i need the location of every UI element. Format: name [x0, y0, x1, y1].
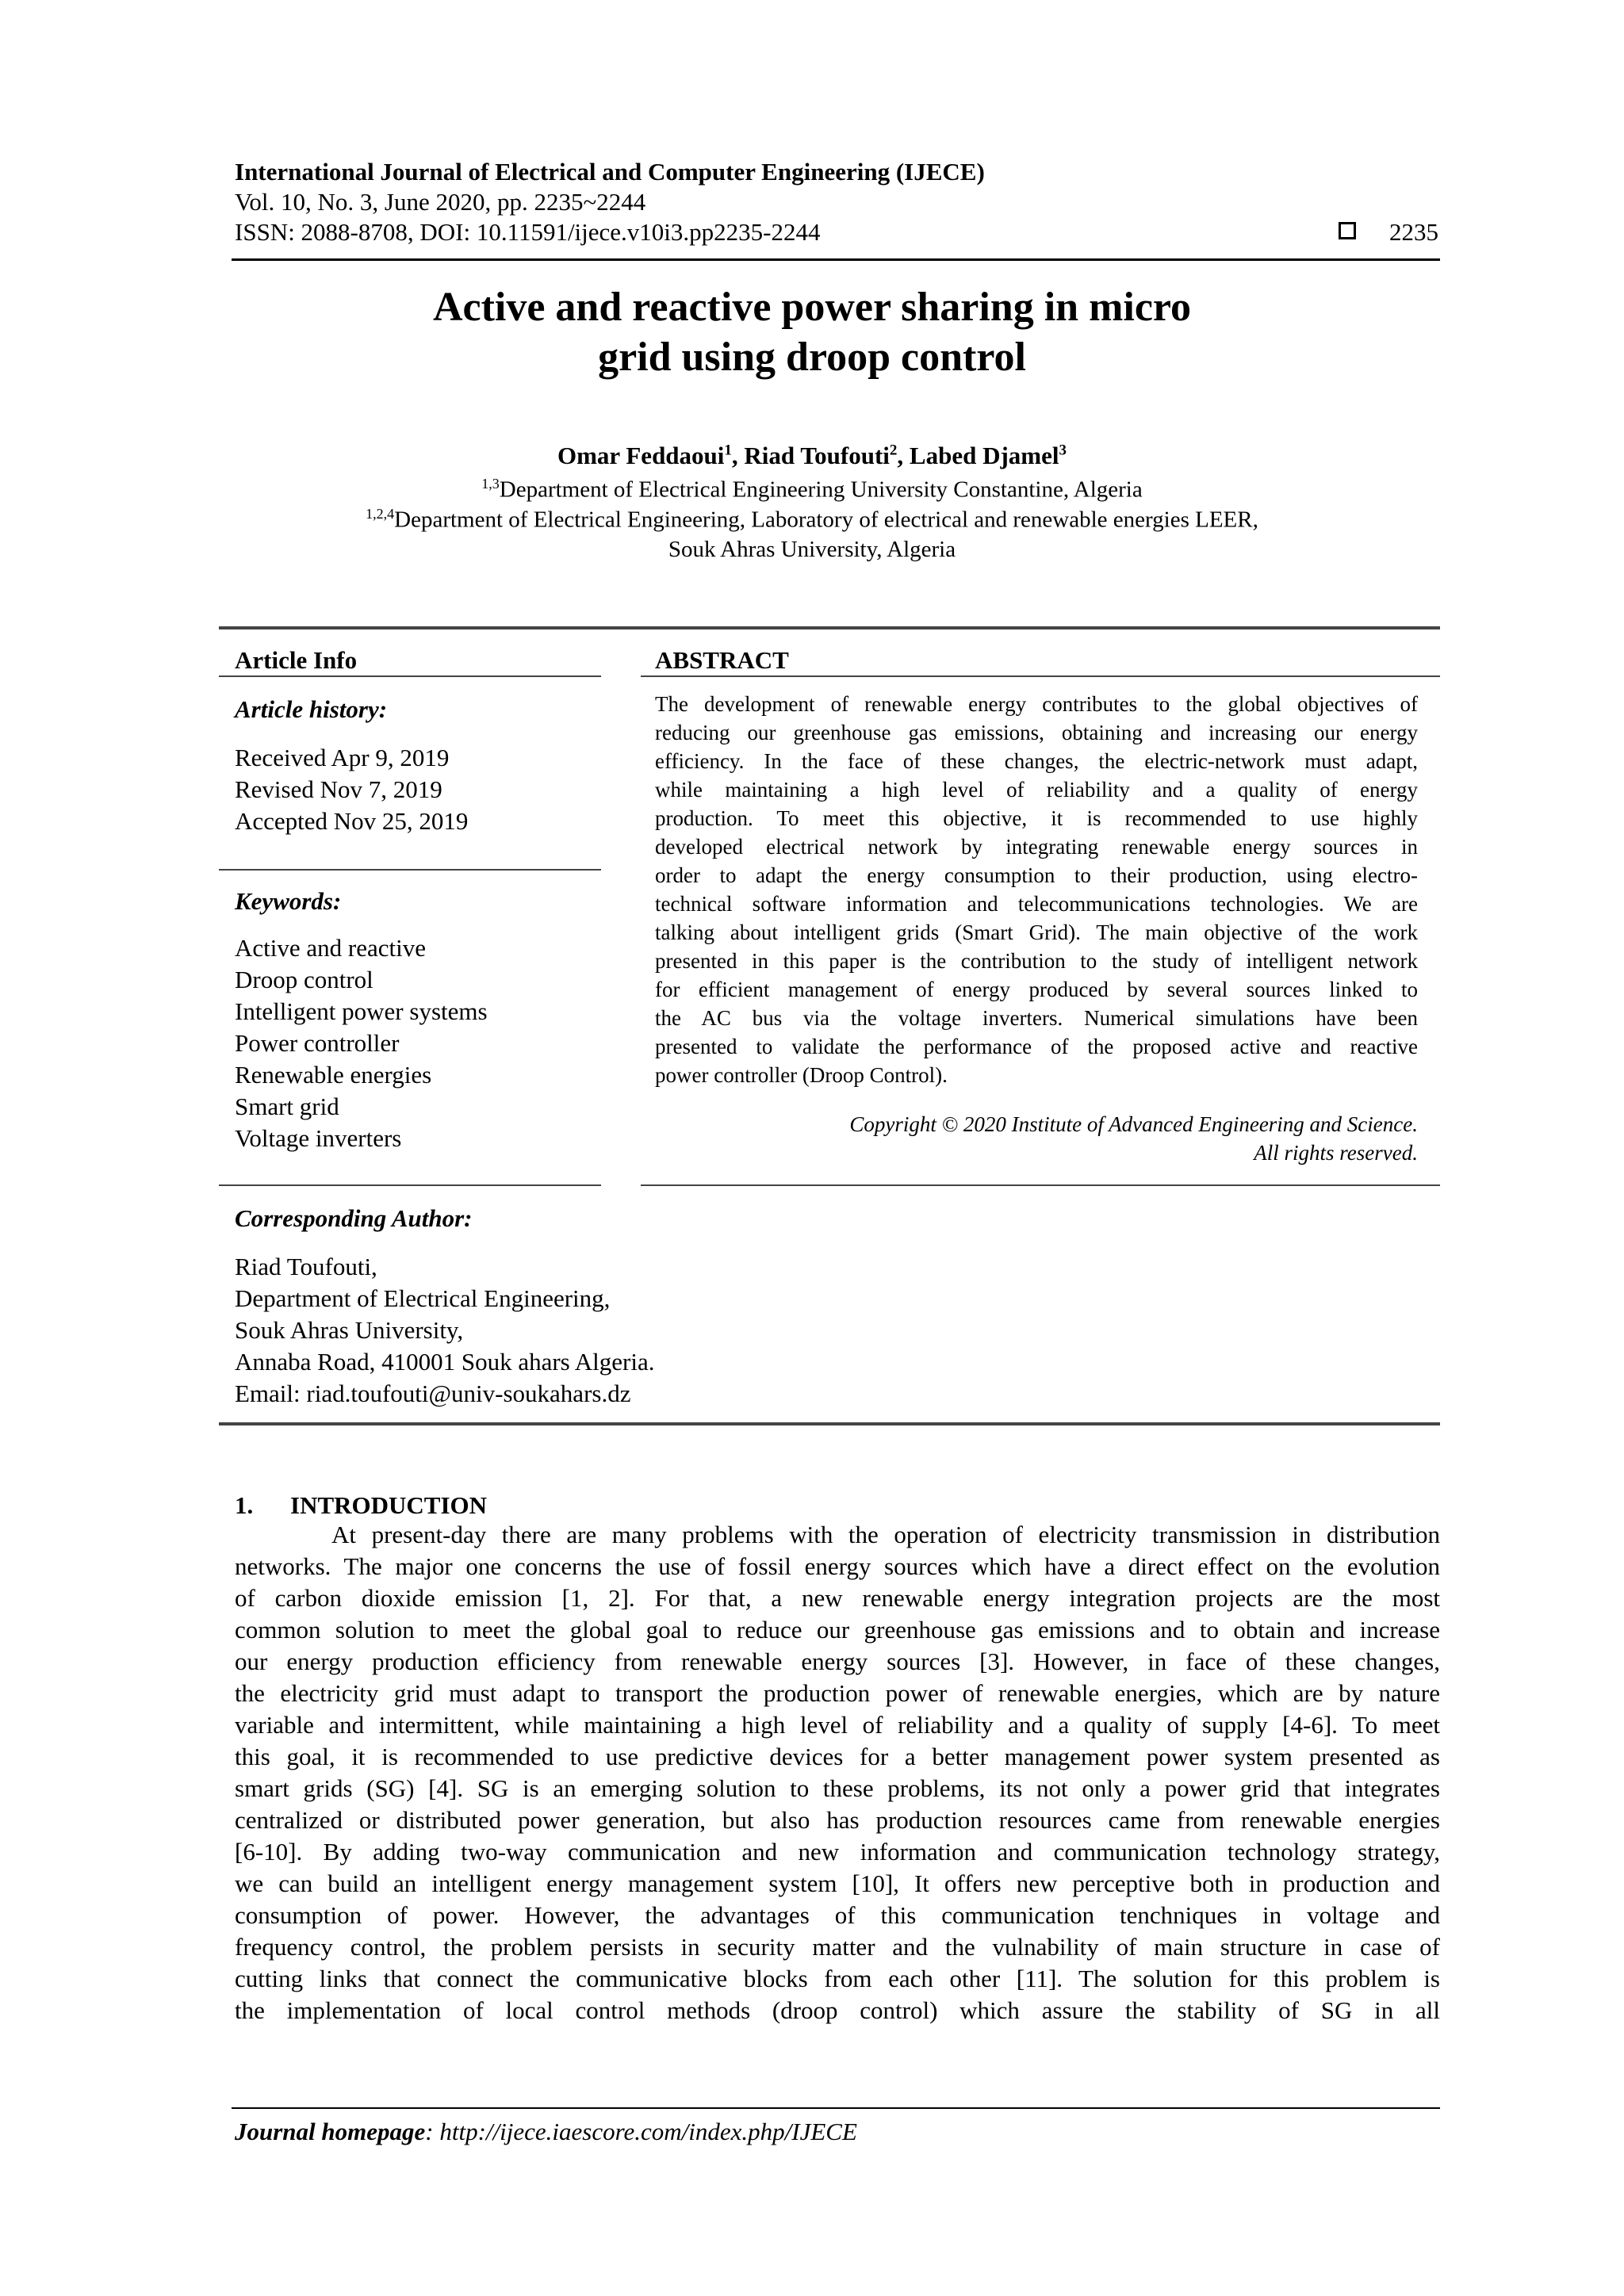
body-line: At present-day there are many problems with the operation of electricity transmission in distribution	[331, 1521, 1440, 1548]
abstract-bottom-rule	[641, 1184, 1440, 1186]
body-line: common solution to meet the global goal to reduce our greenhouse gas emissions and to obtain and increase	[235, 1616, 1440, 1644]
keyword-item: Active and reactive	[235, 934, 426, 962]
volume-info: Vol. 10, No. 3, June 2020, pp. 2235~2244	[235, 188, 646, 216]
affiliation-text: Department of Electrical Engineering University Constantine, Algeria	[499, 476, 1143, 503]
author-sup: 3	[1059, 442, 1067, 459]
copyright-line: Copyright © 2020 Institute of Advanced Engineering and Science.	[849, 1112, 1418, 1136]
history-item: Revised Nov 7, 2019	[235, 775, 442, 803]
corresponding-author-line: Department of Electrical Engineering,	[235, 1284, 611, 1312]
body-line: the electricity grid must adapt to transport the production power of renewable energies, which are by nature	[235, 1679, 1440, 1707]
body-line: our energy production efficiency from renewable energy sources [3]. However, in face of these changes,	[235, 1647, 1440, 1675]
title-line: Active and reactive power sharing in micro	[432, 285, 1192, 330]
body-line: frequency control, the problem persists in security matter and the vulnability of main structure in case of	[235, 1933, 1440, 1961]
keywords-rule	[219, 1184, 601, 1186]
body-line: consumption of power. However, the advantages of this communication tenchniques in voltage and	[235, 1901, 1440, 1929]
body-line: the implementation of local control methods (droop control) which assure the stability of SG in all	[235, 1996, 1440, 2024]
keyword-item: Droop control	[235, 966, 373, 993]
keyword-item: Power controller	[235, 1029, 400, 1057]
abstract-line: presented to validate the performance of the proposed active and reactive	[655, 1035, 1418, 1058]
article-info-rule	[219, 675, 601, 677]
keyword-item: Smart grid	[235, 1093, 339, 1120]
footer-divider	[232, 2107, 1440, 2109]
abstract-line: The development of renewable energy contributes to the global objectives of	[655, 692, 1418, 716]
keywords-heading: Keywords:	[235, 887, 342, 915]
body-line: [6-10]. By adding two-way communication and new information and communication technology strategy,	[235, 1838, 1440, 1866]
author-name: Labed Djamel	[909, 442, 1059, 469]
keyword-item: Voltage inverters	[235, 1124, 402, 1152]
body-line: smart grids (SG) [4]. SG is an emerging solution to these problems, its not only a power grid that integrates	[235, 1774, 1440, 1802]
homepage-label: Journal homepage	[235, 2118, 426, 2145]
body-line: we can build an intelligent energy management system [10], It offers new perceptive both in production and	[235, 1869, 1440, 1897]
affiliation-sup: 1,2,4	[366, 506, 395, 522]
history-rule	[219, 869, 601, 871]
abstract-line: for efficient management of energy produced by several sources linked to	[655, 978, 1418, 1001]
abstract-line: reducing our greenhouse gas emissions, obtaining and increasing our energy	[655, 721, 1418, 744]
affiliation	[238, 476, 1386, 503]
author-sup: 2	[889, 442, 898, 459]
abstract-rule	[641, 675, 1440, 677]
abstract-line: technical software information and telecommunications technologies. We are	[655, 892, 1418, 916]
corresponding-author-line: Annaba Road, 410001 Souk ahars Algeria.	[235, 1348, 655, 1376]
introduction-body	[235, 1519, 1440, 2026]
abstract-line: order to adapt the energy consumption to their production, using electro-	[655, 863, 1418, 887]
journal-name: International Journal of Electrical and Computer Engineering (IJECE)	[235, 158, 985, 186]
abstract-line: talking about intelligent grids (Smart Grid). The main objective of the work	[655, 920, 1418, 944]
issn-doi: ISSN: 2088-8708, DOI: 10.11591/ijece.v10i3.pp2235-2244	[235, 218, 821, 246]
affiliation-text: Souk Ahras University, Algeria	[668, 537, 956, 562]
abstract-line: developed electrical network by integrating renewable energy sources in	[655, 835, 1418, 859]
rights-line: All rights reserved.	[1254, 1141, 1418, 1165]
section-number: 1.	[235, 1491, 254, 1519]
affiliation-sup: 1,3	[481, 476, 500, 492]
corresponding-author-heading: Corresponding Author:	[235, 1204, 473, 1232]
author-list	[238, 441, 1386, 470]
corresponding-author-email: Email: riad.toufouti@univ-soukahars.dz	[235, 1380, 631, 1407]
abstract-line: production. To meet this objective, it is recommended to use highly	[655, 806, 1418, 830]
author-separator: ,	[897, 442, 910, 469]
affiliation	[238, 506, 1386, 534]
body-line: centralized or distributed power generation, but also has production resources came from renewable energies	[235, 1806, 1440, 1834]
page-box-icon	[1339, 222, 1356, 239]
abstract-line: power controller (Droop Control).	[655, 1063, 948, 1087]
body-line: of carbon dioxide emission [1, 2]. For that, a new renewable energy integration projects are the most	[235, 1584, 1440, 1612]
abstract-line: efficiency. In the face of these changes, the electric-network must adapt,	[655, 749, 1418, 773]
keyword-item: Intelligent power systems	[235, 997, 488, 1025]
page-number: 2235	[1389, 218, 1438, 246]
body-line: this goal, it is recommended to use predictive devices for a better management power system presented as	[235, 1743, 1440, 1770]
corresponding-author-line: Souk Ahras University,	[235, 1316, 464, 1344]
abstract-line: presented in this paper is the contribution to the study of intelligent network	[655, 949, 1418, 973]
abstract-line: while maintaining a high level of reliability and a quality of energy	[655, 778, 1418, 802]
paper-title	[238, 282, 1386, 382]
article-history-heading: Article history:	[235, 695, 388, 723]
author-sup: 1	[724, 442, 732, 459]
abstract-text	[655, 690, 1418, 1089]
box-top-rule	[219, 626, 1440, 629]
abstract-line: the AC bus via the voltage inverters. Numerical simulations have been	[655, 1006, 1418, 1030]
article-info-heading: Article Info	[235, 646, 358, 674]
box-bottom-rule	[219, 1422, 1440, 1425]
author-separator: ,	[731, 442, 745, 469]
body-line: networks. The major one concerns the use of fossil energy sources which have a direct effect on the evolution	[235, 1552, 1440, 1580]
section-heading-introduction	[235, 1490, 487, 1520]
abstract-heading: ABSTRACT	[655, 646, 789, 674]
history-item: Accepted Nov 25, 2019	[235, 807, 469, 835]
homepage-colon: :	[425, 2118, 440, 2145]
affiliation-text: Department of Electrical Engineering, Laboratory of electrical and renewable energies LEER,	[394, 507, 1258, 533]
body-line: cutting links that connect the communicative blocks from each other [11]. The solution for this problem is	[235, 1965, 1440, 1992]
affiliation	[238, 536, 1386, 564]
header-divider	[232, 258, 1440, 261]
author-name: Riad Toufouti	[744, 442, 890, 469]
corresponding-author-line: Riad Toufouti,	[235, 1253, 377, 1280]
section-title: INTRODUCTION	[290, 1491, 488, 1519]
title-line: grid using droop control	[598, 335, 1026, 380]
keyword-item: Renewable energies	[235, 1061, 432, 1089]
homepage-link[interactable]: http://ijece.iaescore.com/index.php/IJECE	[439, 2118, 857, 2145]
author-name: Omar Feddaoui	[557, 442, 725, 469]
journal-homepage	[235, 2117, 857, 2146]
history-item: Received Apr 9, 2019	[235, 744, 450, 771]
body-line: variable and intermittent, while maintaining a high level of reliability and a quality of supply [4-6]. To meet	[235, 1711, 1440, 1739]
